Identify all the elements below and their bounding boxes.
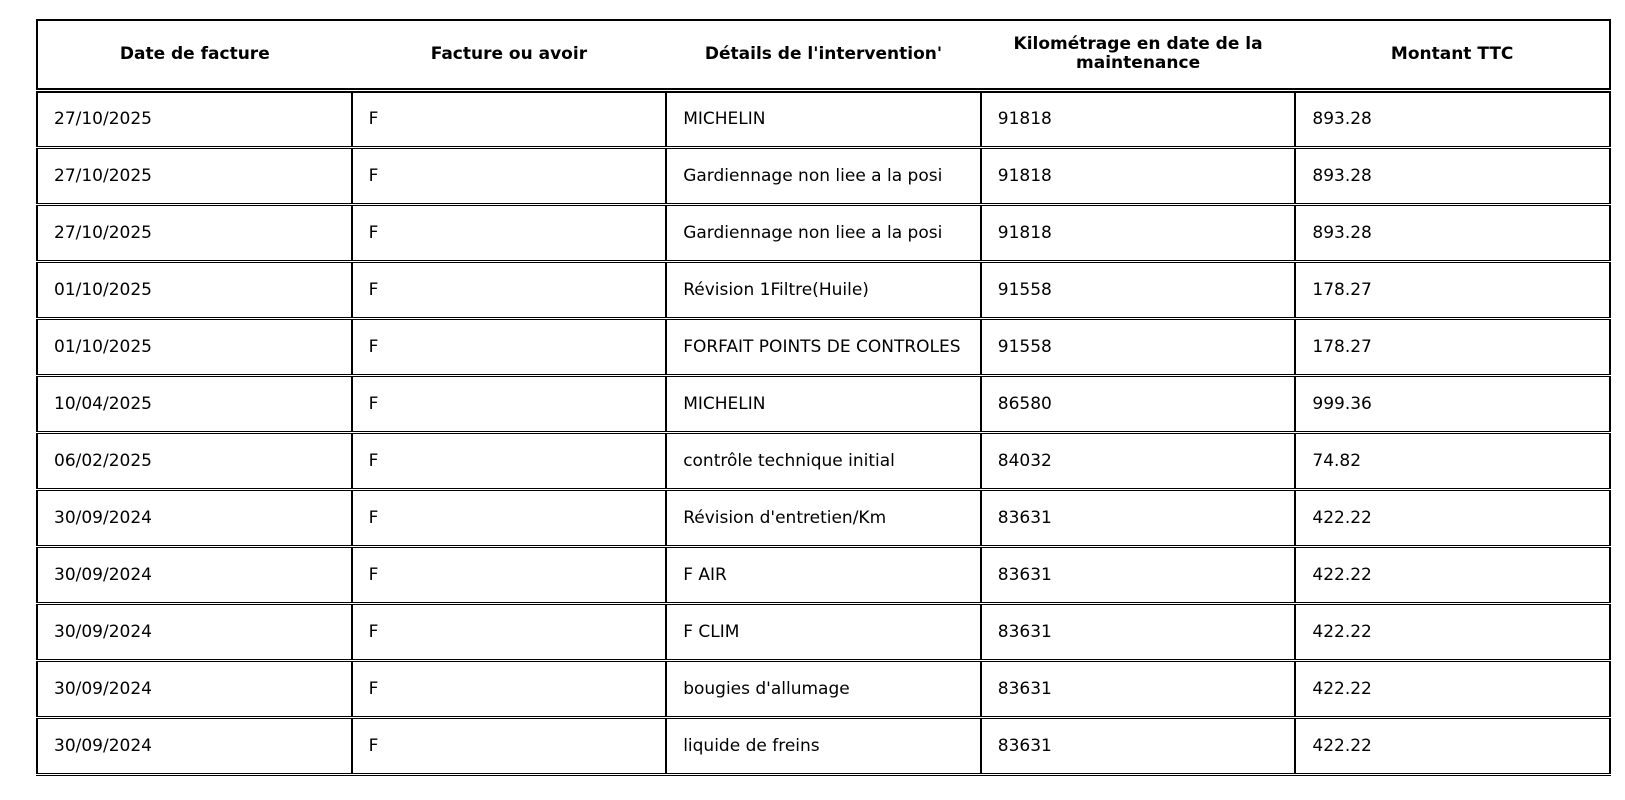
- cell-date: 27/10/2025: [37, 147, 352, 204]
- cell-details: Révision d'entretien/Km: [666, 489, 981, 546]
- table-row: [37, 489, 1610, 546]
- cell-montant: 178.27: [1295, 261, 1610, 318]
- table-row: [37, 603, 1610, 660]
- cell-montant: 999.36: [1295, 375, 1610, 432]
- cell-date: 27/10/2025: [37, 90, 352, 147]
- header-kilometrage: Kilométrage en date de la maintenance: [981, 20, 1296, 90]
- cell-date: 10/04/2025: [37, 375, 352, 432]
- header-montant-ttc: Montant TTC: [1295, 20, 1610, 90]
- table-row: [37, 90, 1610, 147]
- cell-facture-ou-avoir: F: [352, 90, 667, 147]
- cell-montant: 893.28: [1295, 147, 1610, 204]
- cell-details: MICHELIN: [666, 375, 981, 432]
- cell-kilometrage: 91558: [981, 318, 1296, 375]
- header-details-intervention: Détails de l'intervention': [666, 20, 981, 90]
- cell-facture-ou-avoir: F: [352, 432, 667, 489]
- cell-montant: 893.28: [1295, 90, 1610, 147]
- cell-facture-ou-avoir: F: [352, 147, 667, 204]
- cell-details: MICHELIN: [666, 90, 981, 147]
- cell-kilometrage: 83631: [981, 489, 1296, 546]
- table-header: [37, 20, 1610, 90]
- cell-montant: 422.22: [1295, 660, 1610, 717]
- maintenance-table: [36, 19, 1611, 776]
- cell-kilometrage: 91818: [981, 147, 1296, 204]
- table-row: [37, 318, 1610, 375]
- cell-details: contrôle technique initial: [666, 432, 981, 489]
- cell-date: 30/09/2024: [37, 603, 352, 660]
- table-row: [37, 147, 1610, 204]
- cell-details: Gardiennage non liee a la posi: [666, 147, 981, 204]
- table-row: [37, 660, 1610, 717]
- cell-details: Gardiennage non liee a la posi: [666, 204, 981, 261]
- cell-kilometrage: 83631: [981, 717, 1296, 774]
- cell-facture-ou-avoir: F: [352, 546, 667, 603]
- cell-details: F AIR: [666, 546, 981, 603]
- cell-date: 01/10/2025: [37, 261, 352, 318]
- cell-montant: 422.22: [1295, 489, 1610, 546]
- table-row: [37, 546, 1610, 603]
- table-row: [37, 432, 1610, 489]
- table-row: [37, 717, 1610, 774]
- cell-facture-ou-avoir: F: [352, 261, 667, 318]
- cell-date: 06/02/2025: [37, 432, 352, 489]
- cell-details: F CLIM: [666, 603, 981, 660]
- cell-kilometrage: 91818: [981, 90, 1296, 147]
- cell-kilometrage: 86580: [981, 375, 1296, 432]
- cell-facture-ou-avoir: F: [352, 375, 667, 432]
- cell-montant: 422.22: [1295, 603, 1610, 660]
- cell-facture-ou-avoir: F: [352, 603, 667, 660]
- cell-kilometrage: 83631: [981, 603, 1296, 660]
- cell-facture-ou-avoir: F: [352, 660, 667, 717]
- table-row: [37, 204, 1610, 261]
- cell-kilometrage: 84032: [981, 432, 1296, 489]
- cell-montant: 178.27: [1295, 318, 1610, 375]
- cell-date: 30/09/2024: [37, 489, 352, 546]
- cell-montant: 422.22: [1295, 717, 1610, 774]
- cell-facture-ou-avoir: F: [352, 717, 667, 774]
- cell-facture-ou-avoir: F: [352, 318, 667, 375]
- header-facture-ou-avoir: Facture ou avoir: [352, 20, 667, 90]
- cell-details: Révision 1Filtre(Huile): [666, 261, 981, 318]
- cell-details: FORFAIT POINTS DE CONTROLES: [666, 318, 981, 375]
- cell-kilometrage: 91818: [981, 204, 1296, 261]
- cell-kilometrage: 83631: [981, 660, 1296, 717]
- cell-facture-ou-avoir: F: [352, 489, 667, 546]
- cell-kilometrage: 91558: [981, 261, 1296, 318]
- table-row: [37, 375, 1610, 432]
- table-row: [37, 261, 1610, 318]
- cell-details: liquide de freins: [666, 717, 981, 774]
- cell-date: 27/10/2025: [37, 204, 352, 261]
- cell-date: 01/10/2025: [37, 318, 352, 375]
- cell-montant: 74.82: [1295, 432, 1610, 489]
- cell-montant: 893.28: [1295, 204, 1610, 261]
- header-row: [37, 20, 1610, 90]
- cell-details: bougies d'allumage: [666, 660, 981, 717]
- header-date-de-facture: Date de facture: [37, 20, 352, 90]
- cell-date: 30/09/2024: [37, 717, 352, 774]
- cell-date: 30/09/2024: [37, 546, 352, 603]
- cell-montant: 422.22: [1295, 546, 1610, 603]
- cell-date: 30/09/2024: [37, 660, 352, 717]
- table-body: [37, 90, 1610, 774]
- cell-kilometrage: 83631: [981, 546, 1296, 603]
- cell-facture-ou-avoir: F: [352, 204, 667, 261]
